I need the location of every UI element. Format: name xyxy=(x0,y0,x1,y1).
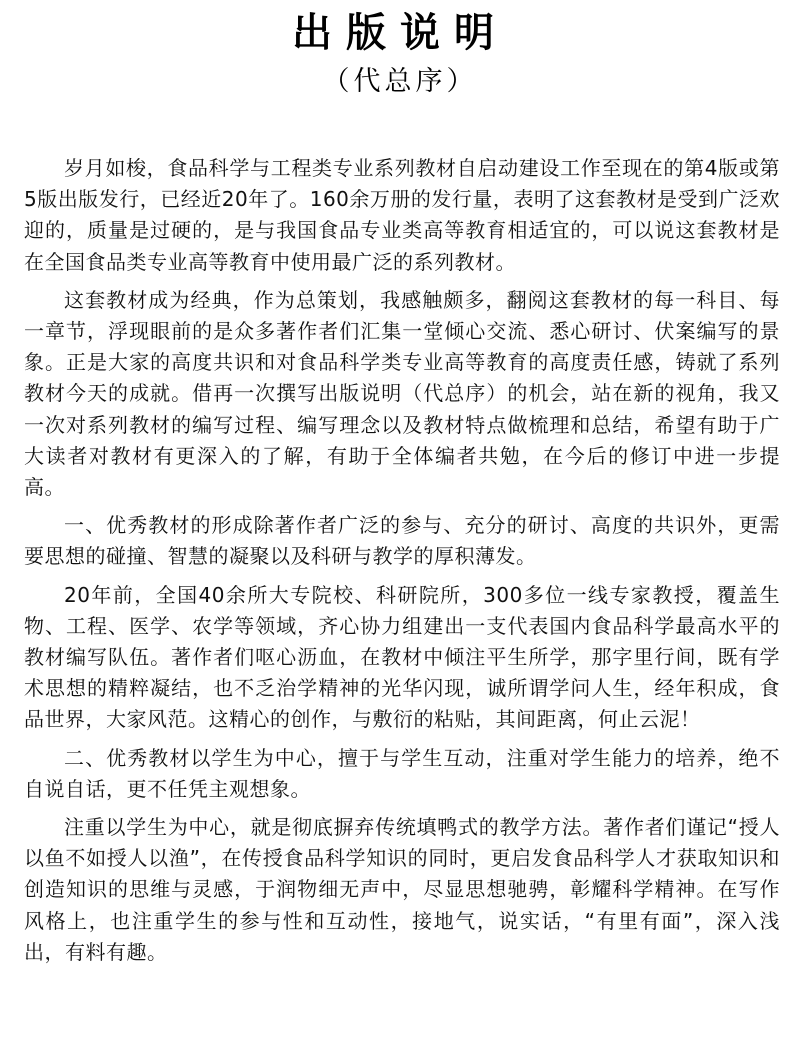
paragraph: 这套教材成为经典，作为总策划，我感触颇多，翻阅这套教材的每一科目、每一章节，浮现眼前的是众多著作者们汇集一堂倾心交流、悉心研讨、伏案编写的景象。正是大家的高度共识和对食品科学类专业高等教育的高度责任感，铸就了系列教材今天的成就。借再一次撰写出版说明（代总序）的机会，站在新的视角，我又一次对系列教材的编写过程、编写理念以及教材特点做梳理和总结，希望有助于广大读者对教材有更深入的了解，有助于全体编者共勉，在今后的修订中进一步提高。 xyxy=(24,287,780,500)
paragraph: 注重以学生为中心，就是彻底摒弃传统填鸭式的教学方法。著作者们谨记“授人以鱼不如授人以渔”，在传授食品科学知识的同时，更启发食品科学人才获取知识和创造知识的思维与灵感，于润物细无声中，尽显思想驰骋，彰耀科学精神。在写作风格上，也注重学生的参与性和互动性，接地气，说实话，“有里有面”，深入浅出，有料有趣。 xyxy=(24,815,780,964)
paragraph: 二、优秀教材以学生为中心，擅于与学生互动，注重对学生能力的培养，绝不自说自话，更不任凭主观想象。 xyxy=(24,745,780,801)
page-subtitle: （代总序） xyxy=(322,66,478,97)
body-text xyxy=(24,153,780,975)
paragraph: 一、优秀教材的形成除著作者广泛的参与、充分的研讨、高度的共识外，更需要思想的碰撞、智慧的凝聚以及科研与教学的厚积薄发。 xyxy=(24,513,780,569)
paragraph: 20年前，全国40余所大专院校、科研院所，300多位一线专家教授，覆盖生物、工程、医学、农学等领域，齐心协力组建出一支代表国内食品科学最高水平的教材编写队伍。著作者们呕心沥血，在教材中倾注平生所学，那字里行间，既有学术思想的精粹凝结，也不乏治学精神的光华闪现，诚所谓学问人生，经年积成，食品世界，大家风范。这精心的创作，与敷衍的粘贴，其间距离，何止云泥！ xyxy=(24,582,780,732)
page-title: 出版说明 xyxy=(292,10,508,56)
paragraph: 岁月如梭，食品科学与工程类专业系列教材自启动建设工作至现在的第4版或第5版出版发行，已经近20年了。160余万册的发行量，表明了这套教材是受到广泛欢迎的，质量是过硬的，是与我国食品专业类高等教育相适宜的，可以说这套教材是在全国食品类专业高等教育中使用最广泛的系列教材。 xyxy=(24,156,780,274)
